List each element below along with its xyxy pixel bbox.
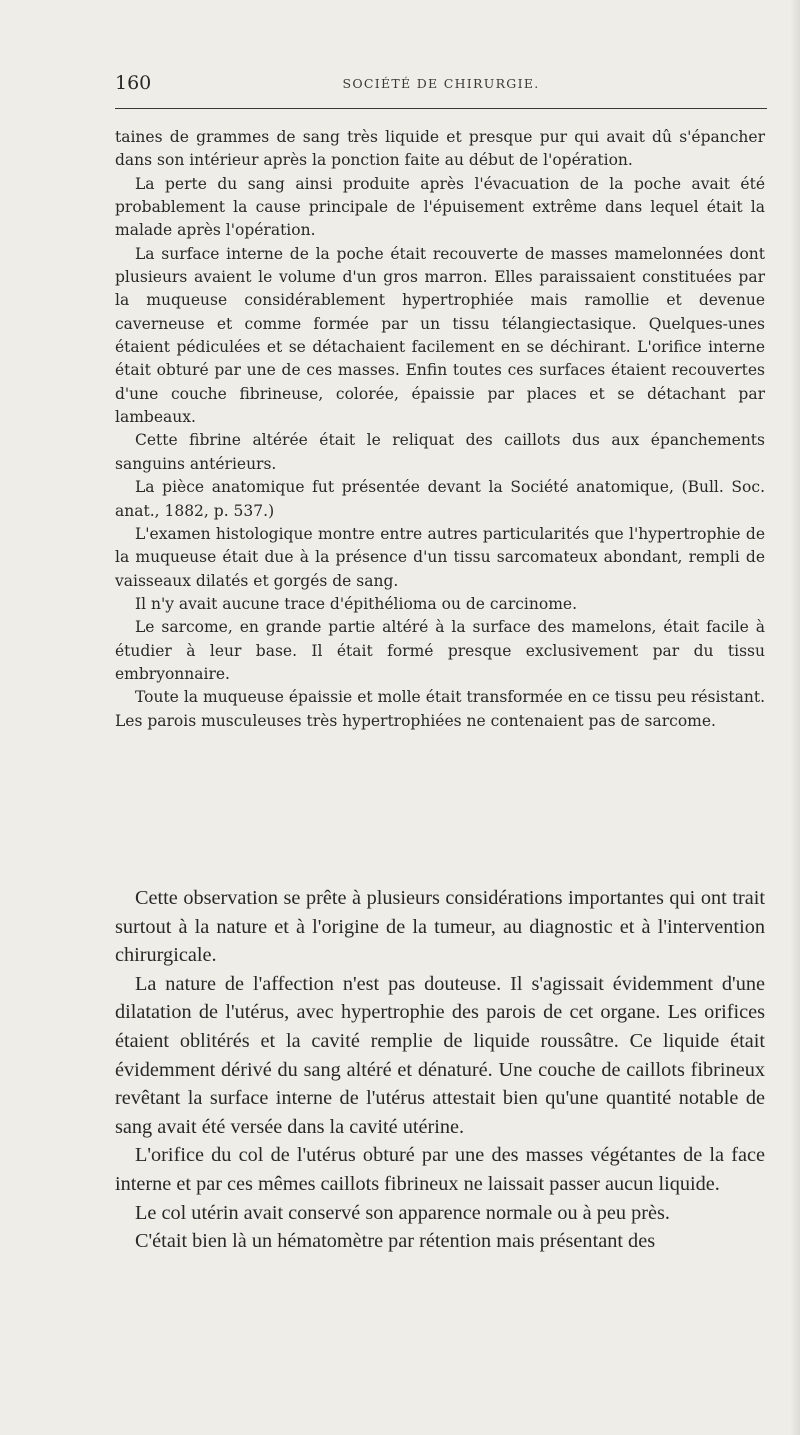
paragraph: Le sarcome, en grande partie altéré à la surface des mamelons, était facile à étudier à leur base. Il était formé presque exclusivement par du tissu embryonnaire. xyxy=(115,618,765,683)
paragraph: Toute la muqueuse épaissie et molle était transformée en ce tissu peu résistant. Les parois musculeuses très hypertrophiées ne contenaient pas de sarcome. xyxy=(115,688,765,730)
paragraph: L'examen histologique montre entre autres particularités que l'hypertrophie de la muqueuse était due à la présence d'un tissu sarcomateux abondant, rempli de vaisseaux dilatés et gorgés de sang. xyxy=(115,524,765,590)
paragraph: La surface interne de la poche était recouverte de masses mamelonnées dont plusieurs avaient le volume d'un gros marron. Elles paraissaient constituées par la muqueuse considérablement hypertrophiée mais ramollie et devenue caverneuse et comme formée par un tissu télangiectasique. Quelques-unes étaient pédiculées et se détachaient facilement en se déchirant. L'orifice interne était obturé par une de ces masses. Enfin toutes ces surfaces étaient recouvertes d'une couche fibrineuse, colorée, épaissie par places et se détachant par lambeaux. xyxy=(115,244,765,427)
page-edge-shadow xyxy=(790,0,800,1435)
page-header xyxy=(115,72,767,100)
paragraph: Le col utérin avait conservé son apparence normale ou à peu près. xyxy=(135,1201,670,1224)
paragraph: C'était bien là un hématomètre par rétention mais présentant des xyxy=(135,1230,656,1253)
paragraph: Il n'y avait aucune trace d'épithélioma ou de carcinome. xyxy=(135,594,577,613)
header-rule xyxy=(115,108,767,109)
paragraph: Cette fibrine altérée était le reliquat des caillots dus aux épanchements sanguins antérieurs. xyxy=(115,431,765,473)
paragraph: La nature de l'affection n'est pas douteuse. Il s'agissait évidemment d'une dilatation de l'utérus, avec hypertrophie des parois de cet organe. Les orifices étaient oblitérés et la cavité remplie de liquide roussâtre. Ce liquide était évidemment dérivé du sang altéré et dénaturé. Une couche de caillots fibrineux revêtant la surface interne de l'utérus attestait bien qu'une quantité notable de sang avait été versée dans la cavité utérine. xyxy=(115,972,765,1138)
page-number: 160 xyxy=(115,72,152,94)
running-head: SOCIÉTÉ DE CHIRURGIE. xyxy=(342,76,540,91)
main-text-section xyxy=(115,884,765,1256)
paragraph: Cette observation se prête à plusieurs considérations importantes qui ont trait surtout à la nature et à l'origine de la tumeur, au diagnostic et à l'intervention chirurgicale. xyxy=(115,887,765,967)
small-print-section xyxy=(115,126,765,733)
paragraph: La pièce anatomique fut présentée devant la Société anatomique, (Bull. Soc. anat., 1882, p. 537.) xyxy=(115,478,765,520)
paragraph: L'orifice du col de l'utérus obturé par une des masses végétantes de la face interne et par ces mêmes caillots fibrineux ne laissait passer aucun liquide. xyxy=(115,1144,765,1195)
paragraph: La perte du sang ainsi produite après l'évacuation de la poche avait été probablement la cause principale de l'épuisement extrême dans lequel était la malade après l'opération. xyxy=(115,174,765,240)
paragraph: taines de grammes de sang très liquide et presque pur qui avait dû s'épancher dans son intérieur après la ponction faite au début de l'opération. xyxy=(115,128,765,170)
